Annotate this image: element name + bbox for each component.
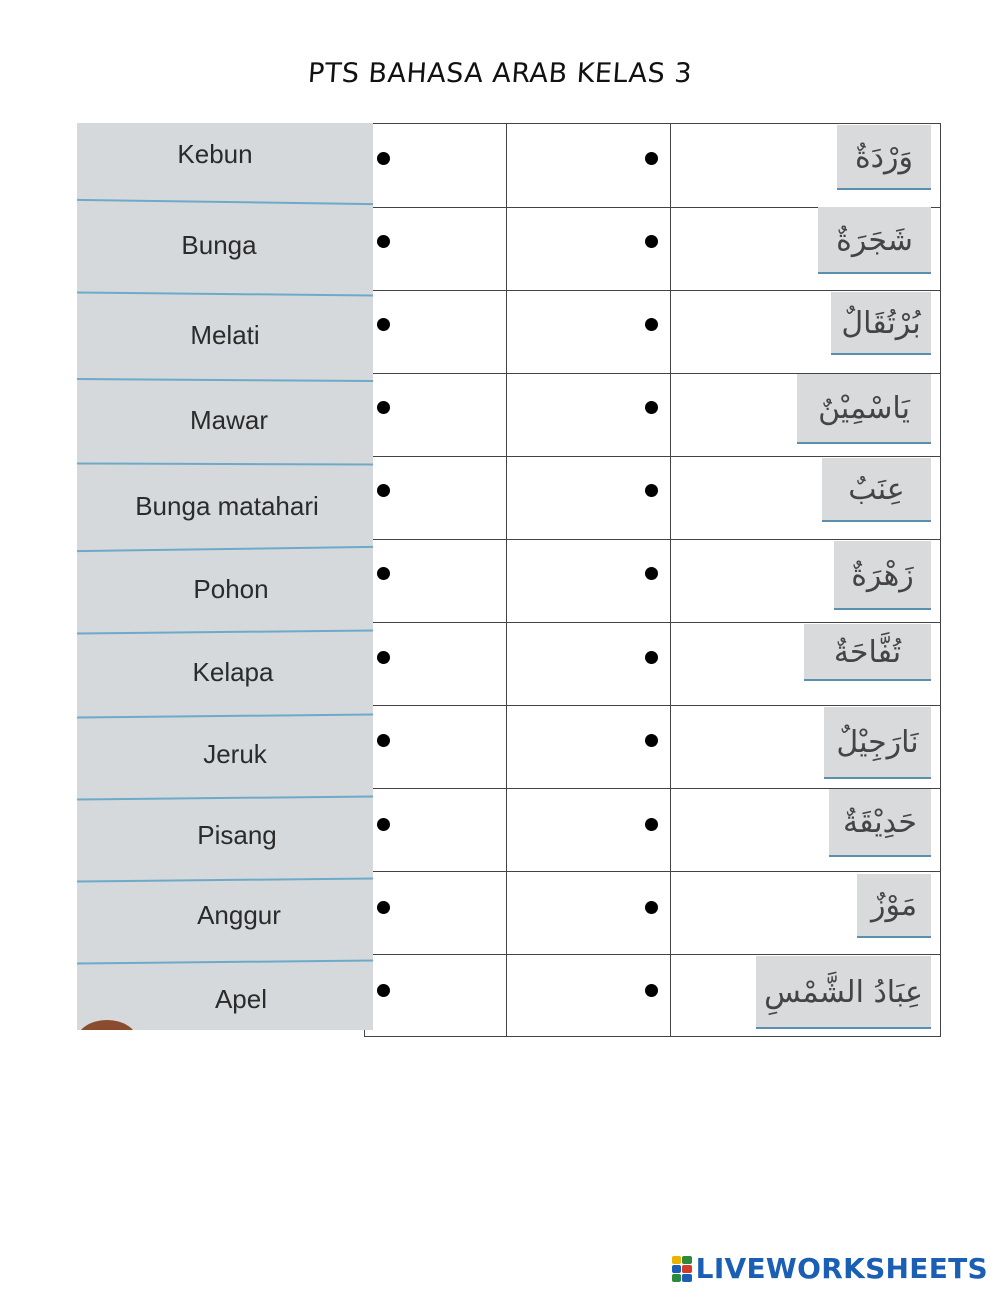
right-match-dot[interactable] xyxy=(645,152,658,165)
indonesian-words-photo xyxy=(77,123,373,1030)
row-divider xyxy=(365,871,940,872)
brand-name: LIVEWORKSHEETS xyxy=(695,1252,988,1285)
right-match-dot[interactable] xyxy=(645,818,658,831)
indonesian-word: Kebun xyxy=(177,139,253,169)
row-divider xyxy=(365,539,940,540)
ruled-line xyxy=(77,546,373,552)
arabic-word: نَارَجِيْلٌ xyxy=(824,707,931,779)
row-divider xyxy=(365,954,940,955)
indonesian-word: Apel xyxy=(214,984,268,1014)
row-divider xyxy=(365,622,940,623)
column-divider xyxy=(670,124,671,1036)
left-match-dot[interactable] xyxy=(377,734,390,747)
indonesian-word: Pisang xyxy=(197,820,277,850)
ruled-line xyxy=(77,199,373,205)
right-match-dot[interactable] xyxy=(645,318,658,331)
right-match-dot[interactable] xyxy=(645,235,658,248)
arabic-word: شَجَرَةٌ xyxy=(818,207,931,274)
right-match-dot[interactable] xyxy=(645,901,658,914)
indonesian-word: Anggur xyxy=(197,900,281,930)
ruled-line xyxy=(77,713,373,718)
ruled-line xyxy=(77,462,373,465)
arabic-word: تُفَّاحَةٌ xyxy=(804,624,931,681)
indonesian-word: Bunga matahari xyxy=(135,491,319,521)
arabic-word: مَوْزٌ xyxy=(857,874,931,938)
ruled-line xyxy=(77,378,373,382)
ruled-line xyxy=(77,291,373,296)
ruled-line xyxy=(77,795,373,800)
row-divider xyxy=(365,705,940,706)
left-match-dot[interactable] xyxy=(377,651,390,664)
indonesian-word: Melati xyxy=(190,320,260,350)
right-match-dot[interactable] xyxy=(645,734,658,747)
ruled-line xyxy=(77,877,373,882)
indonesian-word: Pohon xyxy=(193,574,269,604)
right-match-dot[interactable] xyxy=(645,567,658,580)
right-match-dot[interactable] xyxy=(645,401,658,414)
right-match-dot[interactable] xyxy=(645,984,658,997)
left-match-dot[interactable] xyxy=(377,152,390,165)
column-divider xyxy=(506,124,507,1036)
thumb-edge xyxy=(77,1020,137,1030)
indonesian-word: Jeruk xyxy=(203,739,267,769)
left-match-dot[interactable] xyxy=(377,235,390,248)
page-title: PTS BAHASA ARAB KELAS 3 xyxy=(306,58,694,89)
arabic-word: وَرْدَةٌ xyxy=(837,125,931,190)
arabic-word: عِنَبٌ xyxy=(822,458,931,522)
left-match-dot[interactable] xyxy=(377,318,390,331)
left-match-dot[interactable] xyxy=(377,984,390,997)
arabic-word: يَاسْمِيْنٌ xyxy=(797,374,931,444)
arabic-word: بُرْتُقَالٌ xyxy=(831,292,931,355)
left-match-dot[interactable] xyxy=(377,567,390,580)
row-divider xyxy=(365,290,940,291)
left-match-dot[interactable] xyxy=(377,401,390,414)
logo-icon xyxy=(672,1256,692,1282)
left-match-dot[interactable] xyxy=(377,484,390,497)
liveworksheets-logo xyxy=(672,1252,988,1285)
indonesian-word: Bunga xyxy=(181,230,257,260)
ruled-line xyxy=(77,959,373,964)
arabic-word: حَدِيْقَةٌ xyxy=(829,789,931,857)
indonesian-word: Kelapa xyxy=(192,657,274,687)
row-divider xyxy=(365,456,940,457)
left-match-dot[interactable] xyxy=(377,818,390,831)
right-match-dot[interactable] xyxy=(645,484,658,497)
indonesian-word: Mawar xyxy=(189,405,268,435)
left-match-dot[interactable] xyxy=(377,901,390,914)
ruled-line xyxy=(77,629,373,634)
right-match-dot[interactable] xyxy=(645,651,658,664)
arabic-word: زَهْرَةٌ xyxy=(834,541,931,610)
arabic-word: عِبَادُ الشَّمْسِ xyxy=(756,956,931,1029)
